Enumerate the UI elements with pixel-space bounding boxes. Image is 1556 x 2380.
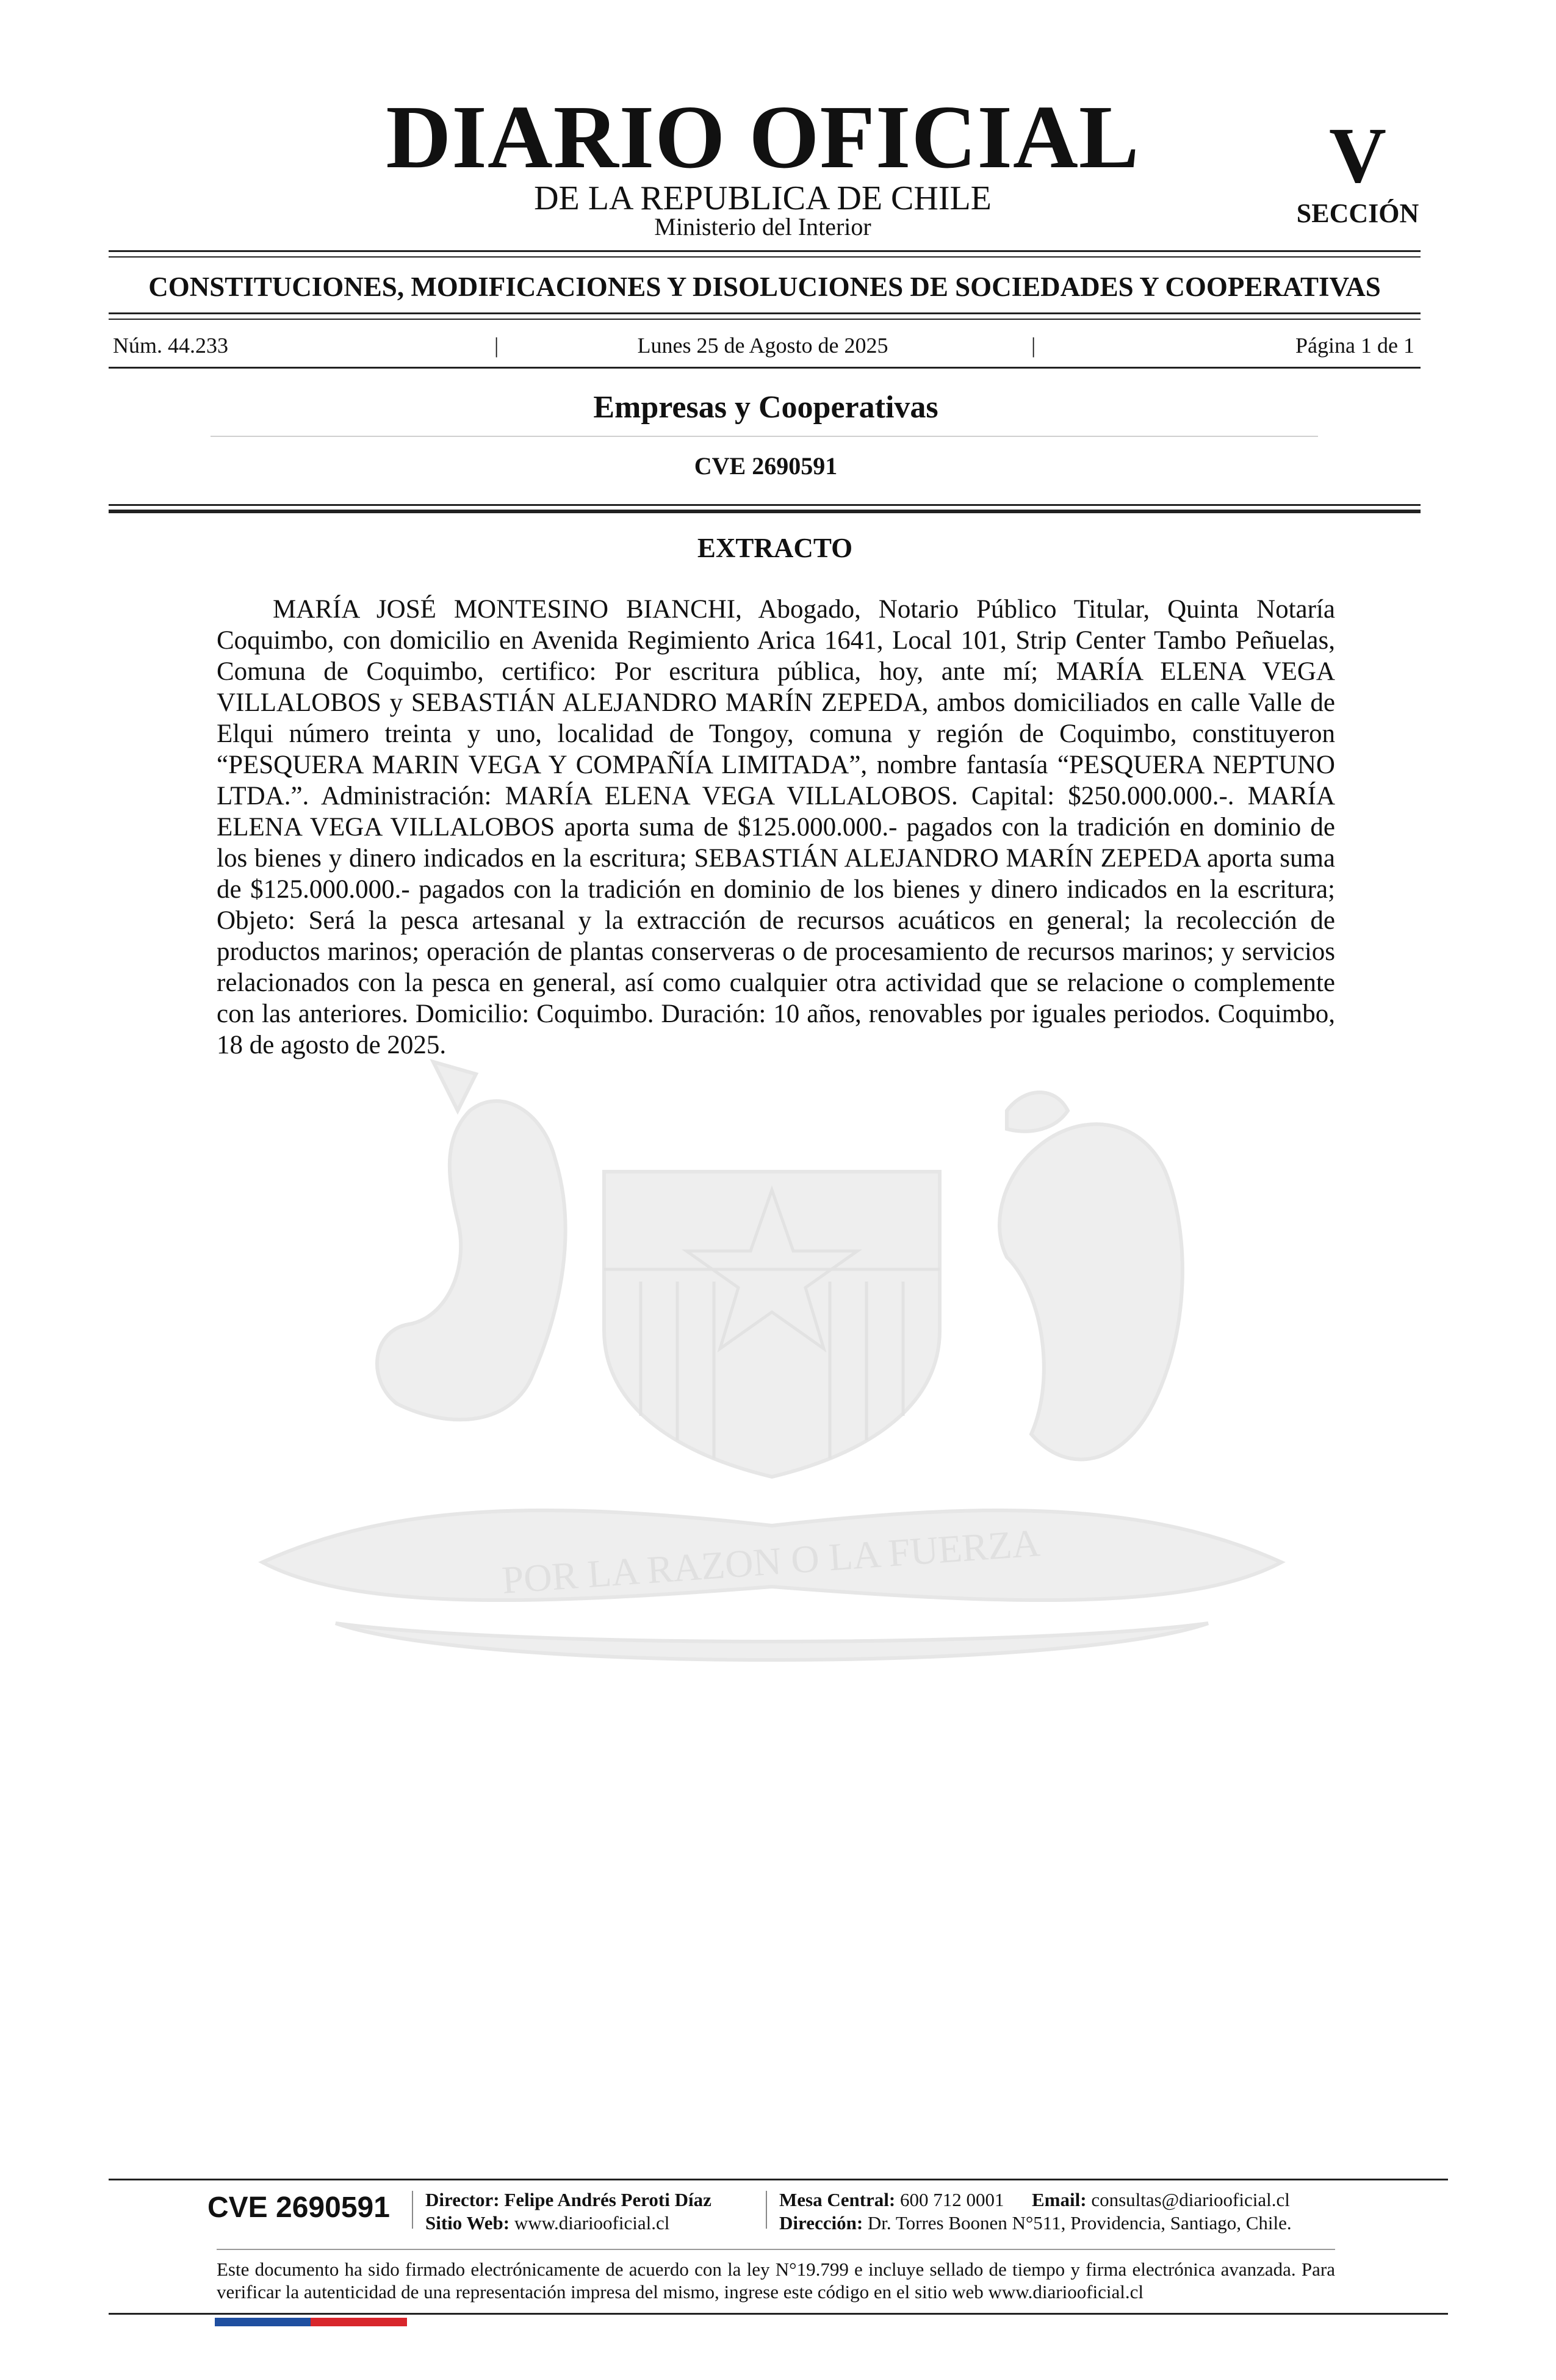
help-label: Mesa Central: xyxy=(779,2189,896,2210)
director-name: Felipe Andrés Peroti Díaz xyxy=(504,2189,711,2210)
footer-inner-divider xyxy=(217,2249,1335,2250)
issue-number: Núm. 44.233 xyxy=(113,333,228,358)
article-category: Empresas y Cooperativas xyxy=(593,390,938,425)
extract-body: MARÍA JOSÉ MONTESINO BIANCHI, Abogado, Notario Público Titular, Quinta Notaría Coquimbo, con domicilio en Avenida Regimiento Arica 1641, Local 101, Strip Center Tambo Peñuelas, Comuna de Coquimbo, certifico: Por escritura pública, hoy, ante mí; MARÍA ELENA VEGA VILLALOBOS y SEBASTIÁN ALEJANDRO MARÍN ZEPEDA, ambos domiciliados en calle Valle de Elqui número treinta y uno, localidad de Tongoy, comuna y región de Coquimbo, constituyeron “PESQUERA MARIN VEGA Y COMPAÑÍA LIMITADA”, nombre fantasía “PESQUERA NEPTUNO LTDA.”. Administración: MARÍA ELENA VEGA VILLALOBOS. Capital: $250.000.000.-. MARÍA ELENA VEGA VILLALOBOS aporta suma de $125.000.000.- pagados con la tradición en dominio de los bienes y dinero indicados en la escritura; SEBASTIÁN ALEJANDRO MARÍN ZEPEDA aporta suma de $125.000.000.- pagados con la tradición en dominio de los bienes y dinero indicados en la escritura; Objeto: Será la pesca artesanal y la extracción de recursos acuáticos en general; la recolección de productos marinos; operación de plantas conserveras o de procesamiento de recursos marinos; y servicios relacionados con la pesca en general, así como cualquier otra actividad que se relacione o complemente con las anteriores. Domicilio: Coquimbo. Duración: 10 años, renovables por iguales periodos. Coquimbo, 18 de agosto de 2025. xyxy=(217,595,1335,1059)
header-divider xyxy=(109,256,1421,258)
ministry-label: Ministerio del Interior xyxy=(654,213,871,240)
footer-disclaimer: Este documento ha sido firmado electrónicamente de acuerdo con la ley N°19.799 e incluye sellado de tiempo y firma electrónica avanzada. Para verificar la autenticidad de una representación impresa del mismo, ingrese este código en el sitio web www.diariooficial.cl xyxy=(217,2259,1335,2302)
header-divider xyxy=(109,250,1421,252)
page-number: Página 1 de 1 xyxy=(1295,333,1414,358)
section-divider xyxy=(109,319,1421,320)
footer-divider xyxy=(109,2313,1448,2315)
section-letter: V xyxy=(1329,112,1386,200)
section-divider xyxy=(109,312,1421,314)
issue-separator: | xyxy=(1031,333,1036,358)
address-label: Dirección: xyxy=(779,2212,863,2234)
flag-stripe-red xyxy=(311,2318,407,2326)
section-title: CONSTITUCIONES, MODIFICACIONES Y DISOLUCIONES DE SOCIEDADES Y COOPERATIVAS xyxy=(148,272,1381,302)
section-label: SECCIÓN xyxy=(1296,198,1419,228)
coat-of-arms-watermark xyxy=(214,1037,1330,1678)
article-divider xyxy=(109,504,1421,506)
article-divider xyxy=(109,510,1421,513)
email-label: Email: xyxy=(1032,2189,1087,2210)
issue-divider xyxy=(109,367,1421,369)
issue-separator: | xyxy=(494,333,499,358)
watermark-motto: POR LA RAZON O LA FUERZA xyxy=(500,1521,1042,1602)
website-link[interactable]: www.diariooficial.cl xyxy=(514,2212,670,2234)
article-cve: CVE 2690591 xyxy=(694,452,838,480)
footer-director xyxy=(425,2188,711,2211)
footer-divider xyxy=(109,2179,1448,2180)
flag-stripe-blue xyxy=(215,2318,311,2326)
category-divider xyxy=(211,436,1318,437)
director-label: Director: xyxy=(425,2189,500,2210)
footer-cve: CVE 2690591 xyxy=(207,2191,390,2224)
help-phone: 600 712 0001 xyxy=(900,2189,1004,2210)
footer-separator xyxy=(412,2191,413,2229)
address-text: Dr. Torres Boonen N°511, Providencia, Santiago, Chile. xyxy=(867,2212,1292,2234)
extract-title: EXTRACTO xyxy=(697,533,853,563)
footer-separator xyxy=(766,2191,767,2229)
masthead-subtitle: DE LA REPUBLICA DE CHILE xyxy=(534,179,992,217)
footer-address xyxy=(779,2212,1292,2234)
website-label: Sitio Web: xyxy=(425,2212,510,2234)
masthead-title: DIARIO OFICIAL xyxy=(386,87,1140,187)
footer-website xyxy=(425,2212,669,2234)
footer-help xyxy=(779,2188,1290,2211)
email-link[interactable]: consultas@diariooficial.cl xyxy=(1091,2189,1290,2210)
issue-date: Lunes 25 de Agosto de 2025 xyxy=(637,333,888,358)
